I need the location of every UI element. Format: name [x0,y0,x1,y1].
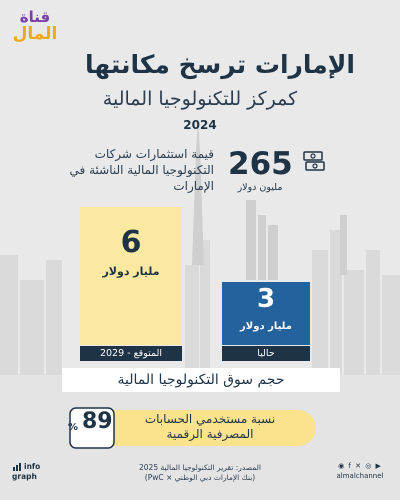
digital-banking-value: 89 [82,409,113,434]
digital-banking-description: نسبة مستخدمي الحسابات المصرفية الرقمية [144,412,276,441]
social-handle: almalchannel [336,472,384,480]
page-title: الإمارات ترسخ مكانتها [85,50,355,79]
source-line-2: (بنك الإمارات دبي الوطني × PwC) [144,473,256,482]
page-subtitle: كمركز للتكنولوجيا المالية [102,88,298,110]
money-stack-icon [302,150,326,172]
forecast-tag: المتوقع - 2029 [80,346,182,361]
current-unit: مليار دولار [240,321,292,332]
forecast-market-bar [80,207,182,345]
logo-line-1: قناة [19,8,51,26]
infograph-logo [12,462,40,481]
logo-line-2: المال [12,24,58,44]
forecast-unit: مليار دولار [102,265,160,278]
channel-logo [10,10,60,43]
current-tag: حاليا [222,346,310,361]
brand-line-2: graph [12,472,37,481]
forecast-value: 6 [120,225,142,260]
current-market-bar [222,282,310,345]
investment-unit: مليون دولار [237,182,283,193]
year-label: 2024 [183,118,217,132]
investment-value: 265 [228,146,293,182]
current-value: 3 [256,284,276,314]
market-size-label: حجم سوق التكنولوجيا المالية [62,368,340,392]
source-line-1: المصدر: تقرير التكنولوجيا المالية 2025 [139,463,261,472]
source-note [110,463,290,483]
investment-description: قيمة استثمارات شركات التكنولوجيا المالية الناشئة في الإمارات [69,147,214,193]
brand-line-1: info [24,462,41,471]
social-icons: ◉ f ✕ ◎ ▶ [338,462,382,470]
social-links [332,462,388,480]
infograph-mark-icon [12,462,22,472]
percent-symbol: % [68,422,79,433]
